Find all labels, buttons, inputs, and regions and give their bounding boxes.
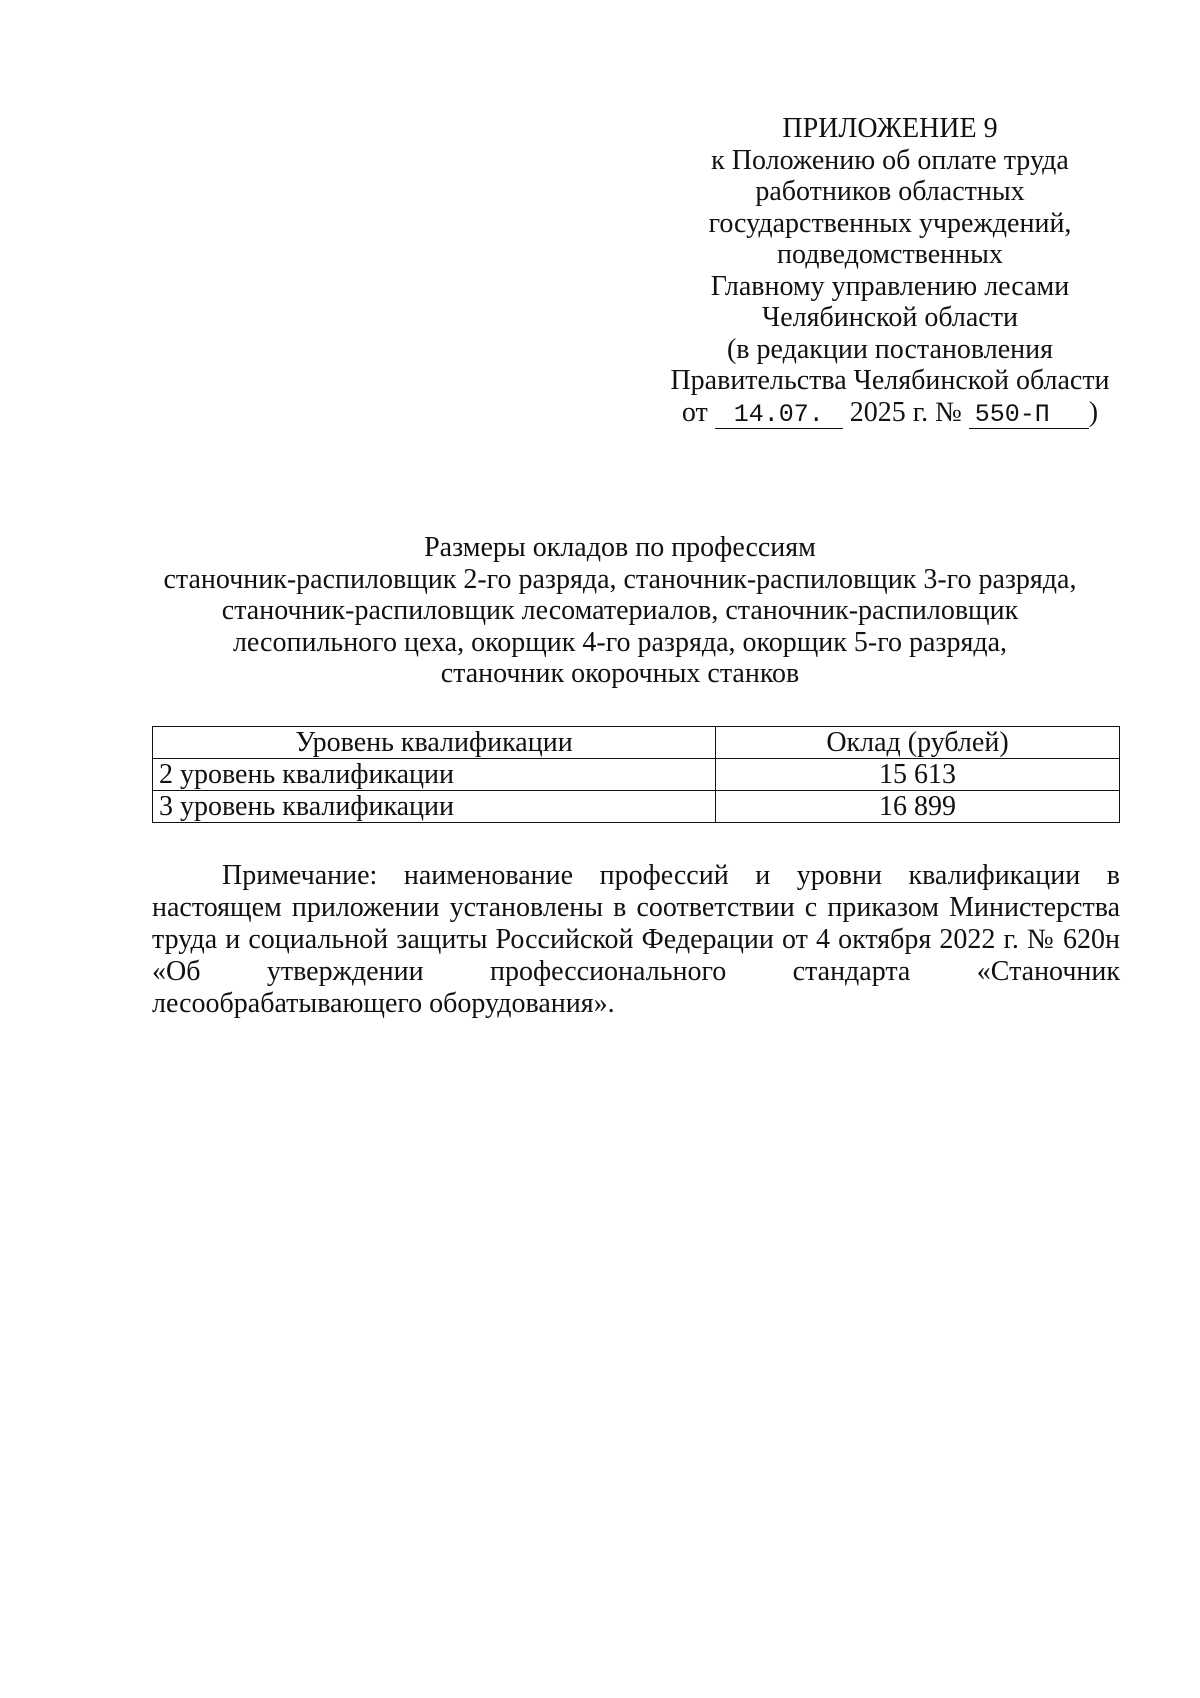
appendix-header: [660, 113, 1120, 429]
title-line: Размеры окладов по профессиям: [424, 532, 816, 563]
note-line: настоящем приложении установлены в соответствии с приказом Министерства: [152, 892, 1120, 923]
decree-date-line: [660, 397, 1120, 429]
note-line: труда и социальной защиты Российской Федерации от 4 октября 2022 г. № 620н: [152, 924, 1120, 955]
table-header-row: [153, 727, 1120, 759]
title-line: станочник-распиловщик лесоматериалов, станочник-распиловщик: [221, 595, 1019, 626]
note-paragraph: [152, 860, 1120, 1020]
note-line: «Об утверждении профессионального стандарта «Станочник: [152, 956, 1120, 987]
decree-year: 2025 г. №: [849, 396, 962, 428]
document-title: [140, 532, 1100, 690]
appendix-title: ПРИЛОЖЕНИЕ 9: [782, 113, 998, 144]
salary-cell: 15 613: [716, 759, 1120, 791]
appendix-line: Главному управлению лесами: [710, 270, 1070, 302]
appendix-line: Челябинской области: [762, 302, 1018, 333]
title-line: станочник-распиловщик 2-го разряда, станочник-распиловщик 3-го разряда,: [163, 563, 1077, 595]
level-cell: 2 уровень квалификации: [153, 759, 716, 791]
title-line: станочник окорочных станков: [440, 658, 800, 689]
title-line: лесопильного цеха, окорщик 4-го разряда, окорщик 5-го разряда,: [232, 626, 1008, 658]
decree-number: 550-П: [969, 402, 1089, 429]
salary-cell: 16 899: [716, 791, 1120, 823]
closing-paren: ): [1088, 396, 1099, 428]
note-line: Примечание: наименование профессий и уровни квалификации в: [222, 860, 1120, 891]
note-line: лесообрабатывающего оборудования».: [152, 988, 615, 1019]
appendix-line: работников областных: [755, 176, 1025, 207]
table-row: [153, 759, 1120, 791]
date-prefix: от: [681, 396, 708, 428]
table-row: [153, 791, 1120, 823]
level-cell: 3 уровень квалификации: [153, 791, 716, 823]
decree-date: 14.07.: [715, 402, 843, 429]
column-header-salary: Оклад (рублей): [716, 727, 1120, 759]
appendix-line: Правительства Челябинской области: [670, 365, 1110, 396]
appendix-line: (в редакции постановления: [726, 333, 1054, 365]
salary-table: [152, 726, 1120, 823]
appendix-line: к Положению об оплате труда: [711, 144, 1069, 176]
appendix-line: подведомственных: [777, 239, 1003, 270]
column-header-level: Уровень квалификации: [153, 727, 716, 759]
appendix-line: государственных учреждений,: [708, 207, 1072, 239]
